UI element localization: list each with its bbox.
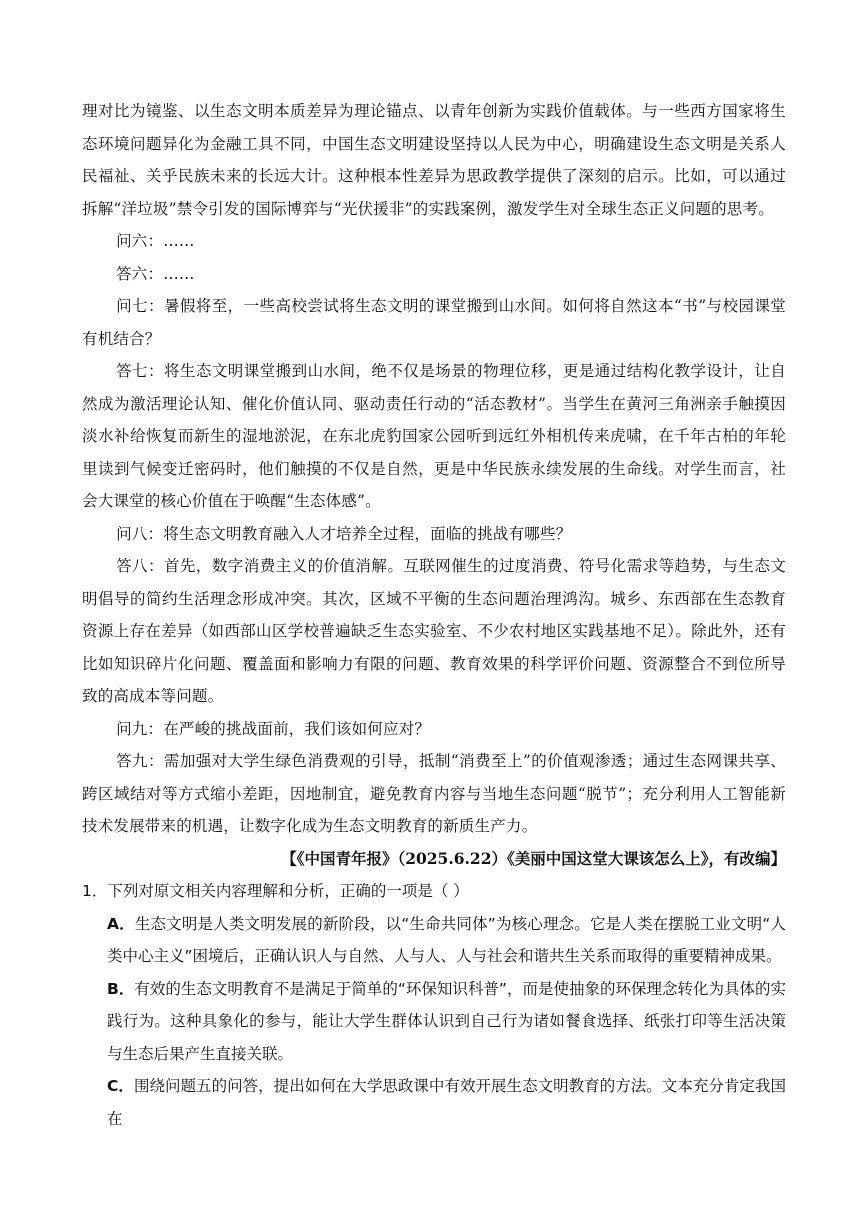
answer-9: 答九：需加强对大学生绿色消费观的引导，抵制“消费至上”的价值观渗透；通过生态网课共享、跨区域结对等方式缩小差距，因地制宜，避免教育内容与当地生态问题“脱节”；充分利用人工智能新技术发展带来的机遇，让数字化成为生态文明教育的新质生产力。 xyxy=(82,752,786,835)
question-7: 问七：暑假将至，一些高校尝试将生态文明的课堂搬到山水间。如何将自然这本“书”与校园课堂有机结合？ xyxy=(82,297,786,348)
question-8: 问八：将生态文明教育融入人才培养全过程，面临的挑战有哪些？ xyxy=(116,524,572,543)
answer-7: 答七：将生态文明课堂搬到山水间，绝不仅是场景的物理位移，更是通过结构化教学设计，让自然成为激活理论认知、催化价值认同、驱动责任行动的“活态教材”。当学生在黄河三角洲亲手触摸因淡水补给恢复而新生的湿地淤泥，在东北虎豹国家公园听到远红外相机传来虎啸，在千年古柏的年轮里读到气候变迁密码时，他们触摸的不仅是自然，更是中华民族永续发展的生命线。对学生而言，社会大课堂的核心价值在于唤醒“生态体感”。 xyxy=(82,362,786,510)
option-label: B． xyxy=(107,979,135,998)
question-6: 问六：…… xyxy=(116,232,195,250)
answer-6: 答六：…… xyxy=(116,264,195,283)
option-text: 围绕问题五的问答，提出如何在大学思政课中有效开展生态文明教育的方法。文本充分肯定我国在 xyxy=(107,1077,786,1128)
article-paragraph-continuation: 理对比为镜鉴、以生态文明本质差异为理论锚点、以青年创新为实践价值载体。与一些西方国家将生态环境问题异化为金融工具不同，中国生态文明建设坚持以人民为中心，明确建设生态文明是关系人民福祉、关乎民族未来的长远大计。这种根本性差异为思政教学提供了深刻的启示。比如，可以通过拆解“洋垃圾”禁令引发的国际博弈与“光伏援非”的实践案例，激发学生对全球生态正义问题的思考。 xyxy=(82,102,786,218)
option-text: 生态文明是人类文明发展的新阶段，以“生命共同体”为核心理念。它是人类在摆脱工业文明“人类中心主义”困境后，正确认识人与自然、人与人、人与社会和谐共生关系而取得的重要精神成果。 xyxy=(107,914,787,965)
option-a xyxy=(82,908,786,973)
option-c xyxy=(82,1070,786,1135)
option-text: 有效的生态文明教育不是满足于简单的“环保知识科普”，而是使抽象的环保理念转化为具体的实践行为。这种具象化的参与，能让大学生群体认识到自己行为诸如餐食选择、纸张打印等生活决策与生态后果产生直接关联。 xyxy=(107,979,786,1063)
option-b xyxy=(82,973,786,1071)
question-stem: 1．下列对原文相关内容理解和分析，正确的一项是（ ） xyxy=(82,882,469,900)
question-9: 问九：在严峻的挑战面前，我们该如何应对？ xyxy=(116,719,431,738)
article-source: 【《中国青年报》（2025.6.22）《美丽中国这堂大课该怎么上》，有改编】 xyxy=(281,848,786,868)
option-label: A． xyxy=(107,914,135,933)
option-label: C． xyxy=(107,1077,134,1095)
answer-8: 答八：首先，数字消费主义的价值消解。互联网催生的过度消费、符号化需求等趋势，与生态文明倡导的简约生活理念形成冲突。其次，区域不平衡的生态问题治理鸿沟。城乡、东西部在生态教育资源上存在差异（如西部山区学校普遍缺乏生态实验室、不少农村地区实践基地不足）。除此外，还有比如知识碎片化问题、覆盖面和影响力有限的问题、教育效果的科学评价问题、资源整合不到位所导致的高成本等问题。 xyxy=(82,557,786,705)
